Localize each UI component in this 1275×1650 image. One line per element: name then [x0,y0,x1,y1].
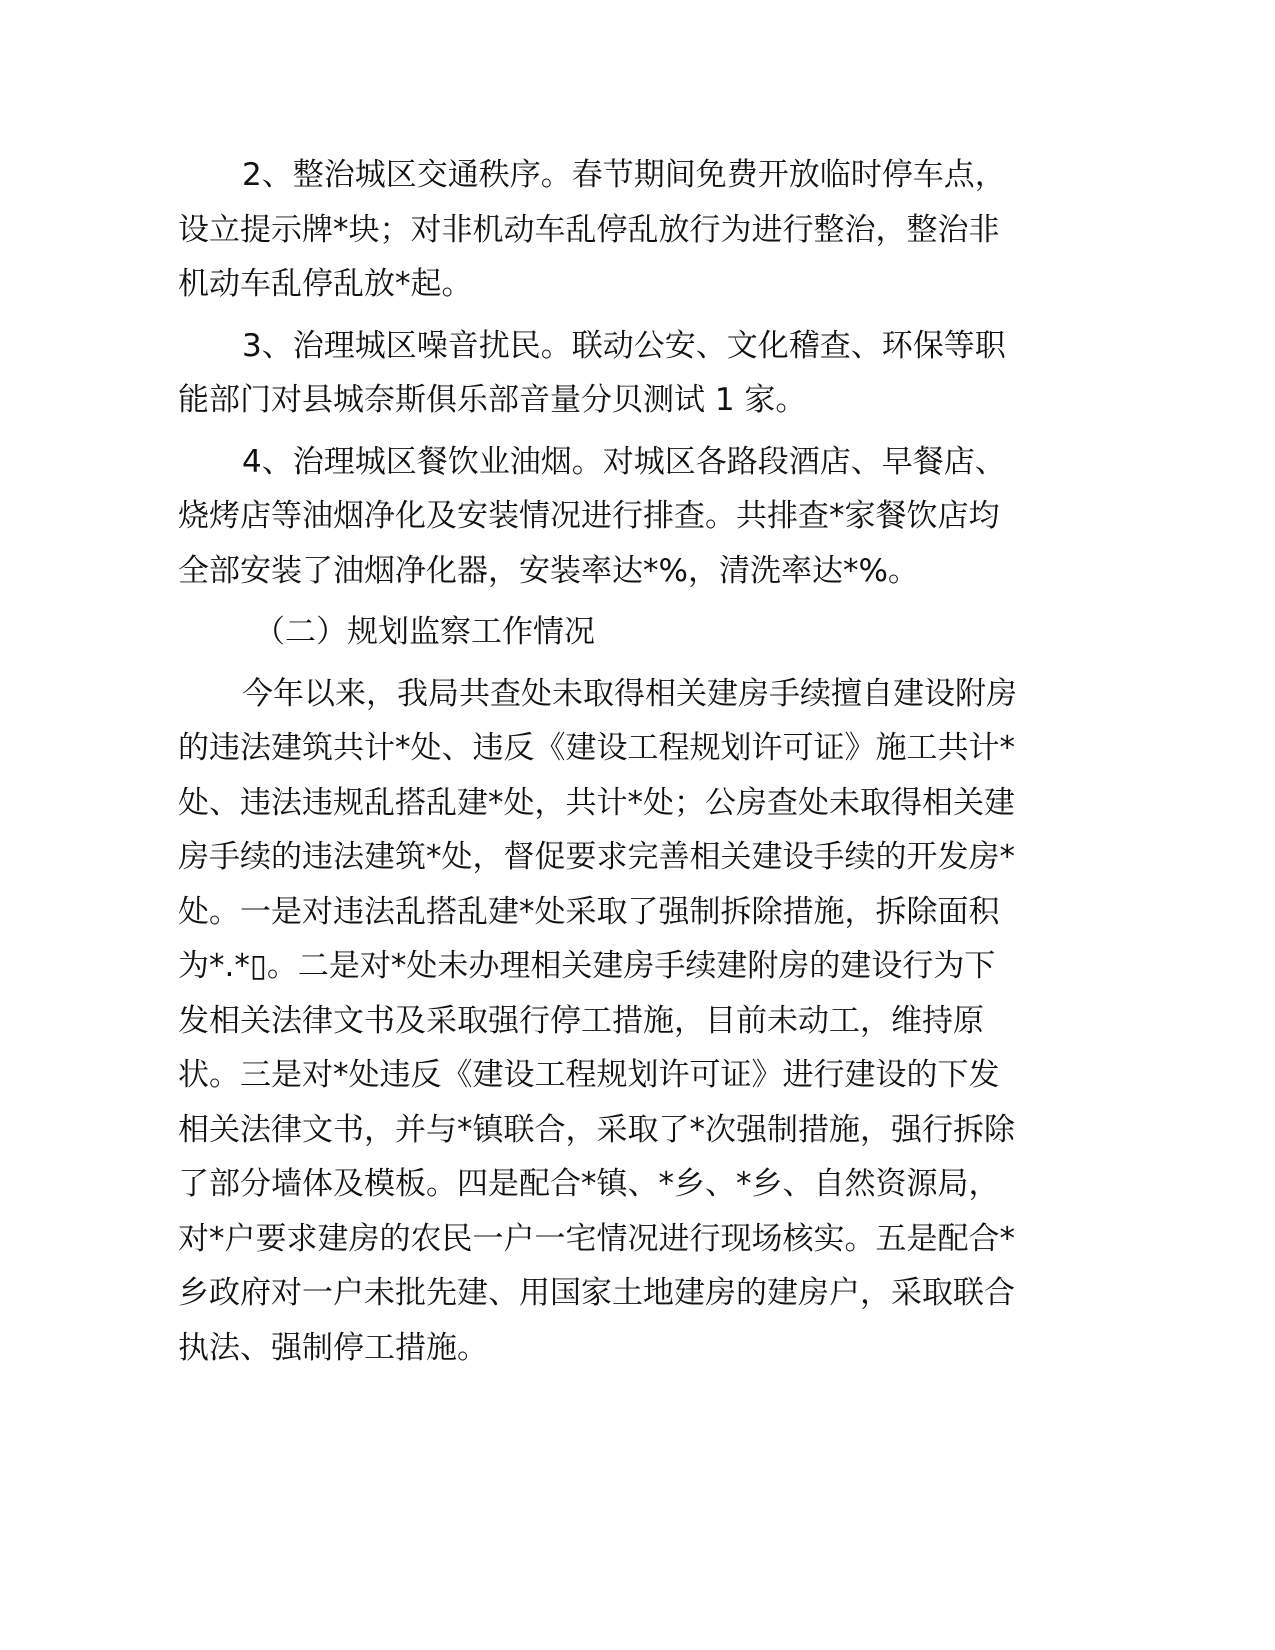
text-line: 发相关法律文书及采取强行停工措施，目前未动工，维持原 [178,1002,984,1039]
text-line: 对*户要求建房的农民一户一宅情况进行现场核实。五是配合* [178,1220,1015,1257]
text-line: 处、违法违规乱搭乱建*处，共计*处；公房查处未取得相关建 [178,784,1015,821]
text-line: 房手续的违法建筑*处，督促要求完善相关建设手续的开发房* [178,839,1015,875]
text-line: 3、治理城区噪音扰民。联动公安、文化稽查、环保等职 [242,327,1006,364]
text-line: 机动车乱停乱放*起。 [178,266,473,302]
text-line: 乡政府对一户未批先建、用国家土地建房的建房户，采取联合 [178,1275,1015,1311]
text-line: 设立提示牌*块；对非机动车乱停乱放行为进行整治，整治非 [178,211,1000,248]
text-line: 执法、强制停工措施。 [178,1329,488,1366]
paragraph-planning-body [178,667,1038,1376]
text-line: 能部门对县城奈斯俱乐部音量分贝测试 1 家。 [178,382,807,418]
text-line: 相关法律文书，并与*镇联合，采取了*次强制措施，强行拆除 [178,1111,1015,1148]
text-line: 了部分墙体及模板。四是配合*镇、*乡、*乡、自然资源局， [178,1166,1000,1202]
text-line: 烧烤店等油烟净化及安装情况进行排查。共排查*家餐饮店均 [178,498,1000,534]
text-line: 状。三是对*处违反《建设工程规划许可证》进行建设的下发 [178,1057,1000,1093]
section-heading-planning [178,605,1038,660]
text-line: 处。一是对违法乱搭乱建*处采取了强制拆除措施，拆除面积 [178,893,1000,930]
text-line: 今年以来，我局共查处未取得相关建房手续擅自建设附房 [242,675,1017,712]
text-line: 2、整治城区交通秩序。春节期间免费开放临时停车点， [242,157,1006,193]
paragraph-noise [178,319,1038,428]
paragraph-traffic-order [178,148,1038,312]
text-line: 的违法建筑共计*处、违反《建设工程规划许可证》施工共计* [178,730,1015,766]
heading-text: （二）规划监察工作情况 [254,614,595,650]
text-line: 4、治理城区餐饮业油烟。对城区各路段酒店、早餐店、 [242,443,1006,480]
text-line: 全部安装了油烟净化器，安装率达*%，清洗率达*%。 [178,552,919,589]
paragraph-cooking-fumes [178,435,1038,599]
text-line: 为*.*▯。二是对*处未办理相关建房手续建附房的建设行为下 [178,948,996,984]
document-body [178,148,1038,1382]
